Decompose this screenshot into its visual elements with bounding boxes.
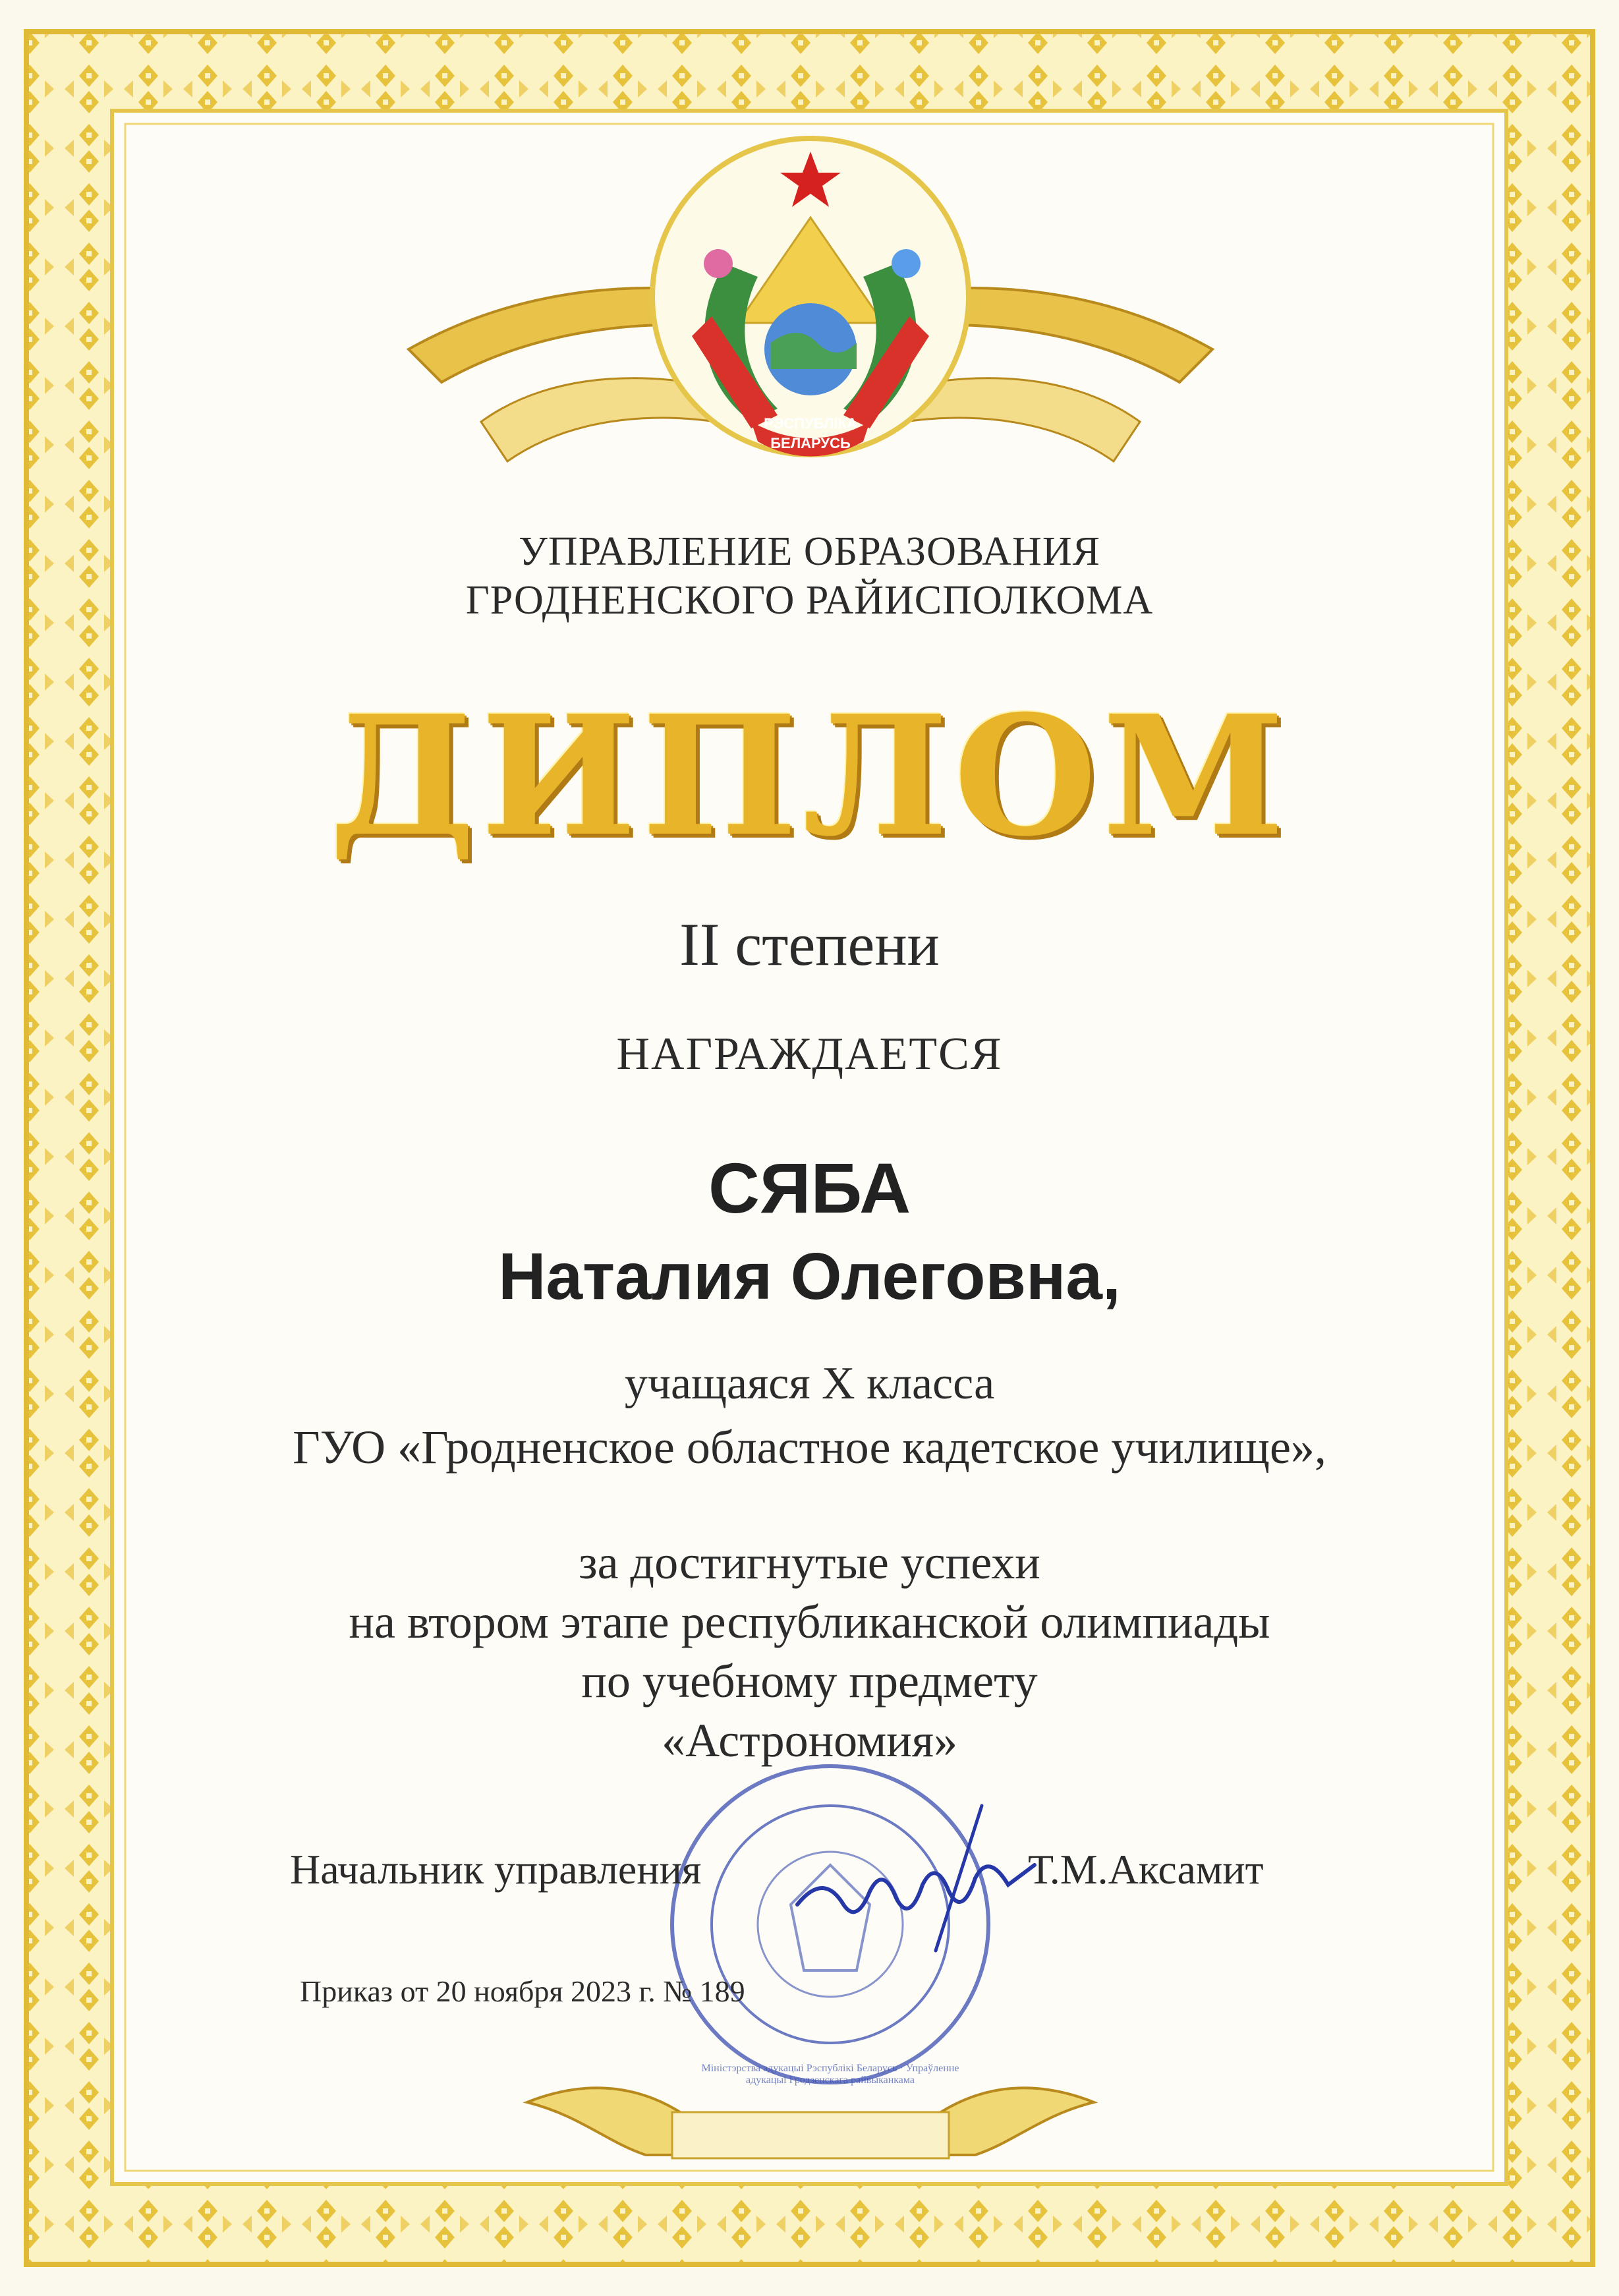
degree: II степени: [679, 911, 940, 978]
organization-name: [0, 527, 1619, 625]
organization-line-1: УПРАВЛЕНИЕ ОБРАЗОВАНИЯ: [519, 529, 1100, 574]
achievement-line-3: по учебному предмету: [581, 1655, 1038, 1708]
order-reference: Приказ от 20 ноября 2023 г. № 189: [300, 1974, 745, 2008]
stamp-text: Міністэрства адукацыі Рэспублікі Беларусь · Упраўленне адукацыі Гродзенскага райвыканкама: [701, 2063, 959, 2086]
recipient-surname: СЯБА: [708, 1148, 911, 1228]
emblem-ribbon-top: РЭСПУБЛІКА: [764, 415, 857, 432]
emblem-ribbon-bottom: БЕЛАРУСЬ: [770, 435, 851, 451]
awarded-label: НАГРАЖДАЕТСЯ: [616, 1029, 1003, 1079]
signatory-position: Начальник управления: [290, 1846, 702, 1893]
signatory-name: Т.М.Аксамит: [1028, 1846, 1264, 1893]
recipient-name: Наталия Олеговна,: [498, 1240, 1121, 1313]
achievement-line-4: «Астрономия»: [662, 1714, 957, 1767]
organization-line-2: ГРОДНЕНСКОГО РАЙИСПОЛКОМА: [465, 578, 1154, 623]
school-name: ГУО «Гродненское областное кадетское училище»,: [293, 1421, 1326, 1474]
achievement-line-1: за достигнутые успехи: [579, 1536, 1040, 1589]
diploma-title: ДИПЛОМ: [329, 679, 1290, 873]
student-info: учащаяся X класса: [624, 1358, 995, 1409]
bottom-ribbon: [514, 2050, 1107, 2181]
achievement-line-2: на втором этапе республиканской олимпиады: [349, 1595, 1270, 1648]
signature: [784, 1793, 1048, 1964]
